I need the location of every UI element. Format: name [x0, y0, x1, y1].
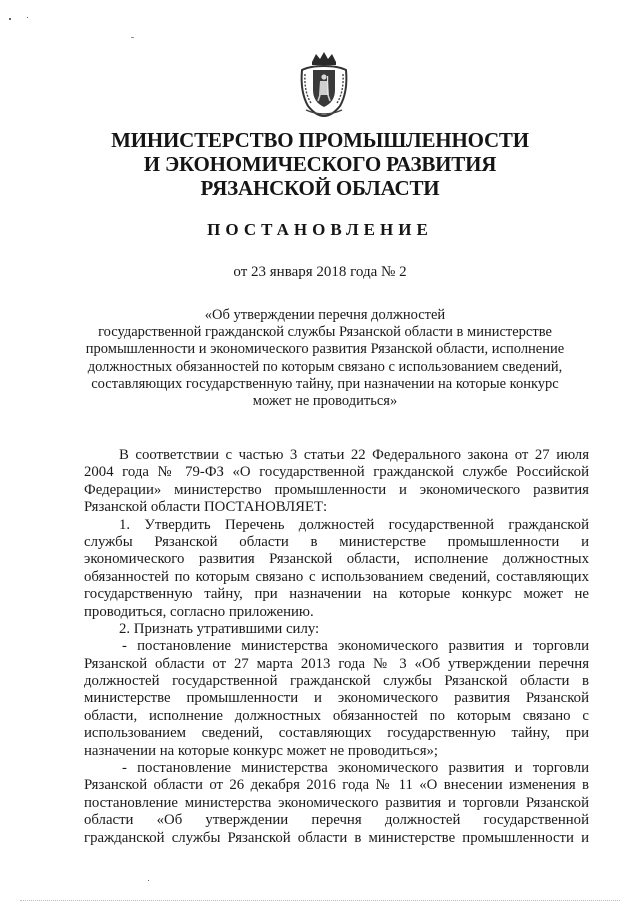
body-line: государственную тайну, при назначении на которые конкурс может не: [84, 586, 589, 603]
title-line: «Об утверждении перечня должностей: [204, 307, 446, 323]
scan-speck: [148, 880, 149, 881]
scan-speck: [27, 17, 28, 18]
title-line: может не проводиться»: [252, 393, 398, 410]
body-line: - постановление министерства экономического развития и торговли: [122, 760, 589, 777]
title-line: промышленности и экономического развития Рязанской области, исполнение: [85, 341, 565, 358]
body-line: области «Об утверждении перечня должностей государственной: [84, 812, 589, 829]
scan-edge-artifact: [20, 898, 620, 901]
body-line: обязанностей по которым связано с использованием сведений, составляющих: [84, 568, 589, 585]
title-line: должностных обязанностей по которым связано с использованием сведений,: [87, 358, 563, 375]
body-line: постановление министерства экономического развития и торговли Рязанской: [84, 794, 589, 811]
body-line: Рязанской области от 26 декабря 2016 года № 11 «О внесении изменения в: [84, 777, 589, 794]
body-line: министерстве промышленности и экономического развития Рязанской: [84, 690, 589, 707]
body-line: В соответствии с частью 3 статьи 22 Федерального закона от 27 июля: [119, 447, 589, 463]
document-date: от 23 января 2018 года № 2: [233, 264, 407, 280]
body-line: 2. Признать утратившими силу:: [119, 620, 320, 637]
body-line: должностей государственной гражданской службы Рязанской области в: [84, 673, 589, 690]
ministry-line-1: МИНИСТЕРСТВО ПРОМЫШЛЕННОСТИ: [111, 128, 529, 152]
body-line: службы Рязанской области в министерстве промышленности и: [84, 533, 589, 550]
body-line: Рязанской области от 27 марта 2013 года № 3 «Об утверждении перечня: [84, 655, 589, 672]
body-line: 1. Утвердить Перечень должностей государственной гражданской: [119, 516, 589, 533]
scan-speck: [131, 37, 134, 38]
body-line: назначении на которые конкурс может не проводиться»;: [84, 742, 439, 759]
document-title: [84, 307, 566, 410]
title-line: государственной гражданской службы Рязанской области в министерстве: [98, 324, 552, 341]
body-line: Рязанской области ПОСТАНОВЛЯЕТ:: [84, 499, 328, 516]
ministry-line-3: РЯЗАНСКОЙ ОБЛАСТИ: [200, 176, 440, 200]
body-line: - постановление министерства экономического развития и торговли: [122, 638, 589, 655]
body-line: 2004 года № 79-ФЗ «О государственной гражданской службе Российской: [84, 464, 589, 481]
scan-speck: [9, 18, 11, 20]
coat-of-arms-icon: [298, 50, 350, 118]
body-line: области, исполнение должностных обязанностей по которым связано с: [84, 707, 589, 724]
body-line: Федерации» министерство промышленности и экономического развития: [84, 481, 589, 498]
body-line: гражданской службы Рязанской области в министерстве промышленности и: [84, 829, 589, 846]
body-line: использованием сведений, составляющих государственную тайну, при: [84, 725, 589, 742]
title-line: составляющих государственную тайну, при назначении на которые конкурс: [91, 375, 559, 392]
document-body: [84, 447, 589, 847]
ministry-name: [0, 128, 640, 200]
ministry-line-2: И ЭКОНОМИЧЕСКОГО РАЗВИТИЯ: [143, 152, 497, 176]
document-type: ПОСТАНОВЛЕНИЕ: [207, 220, 433, 239]
body-line: проводиться, согласно приложению.: [84, 603, 314, 620]
body-line: экономического развития Рязанской области, исполнение должностных: [84, 551, 589, 568]
